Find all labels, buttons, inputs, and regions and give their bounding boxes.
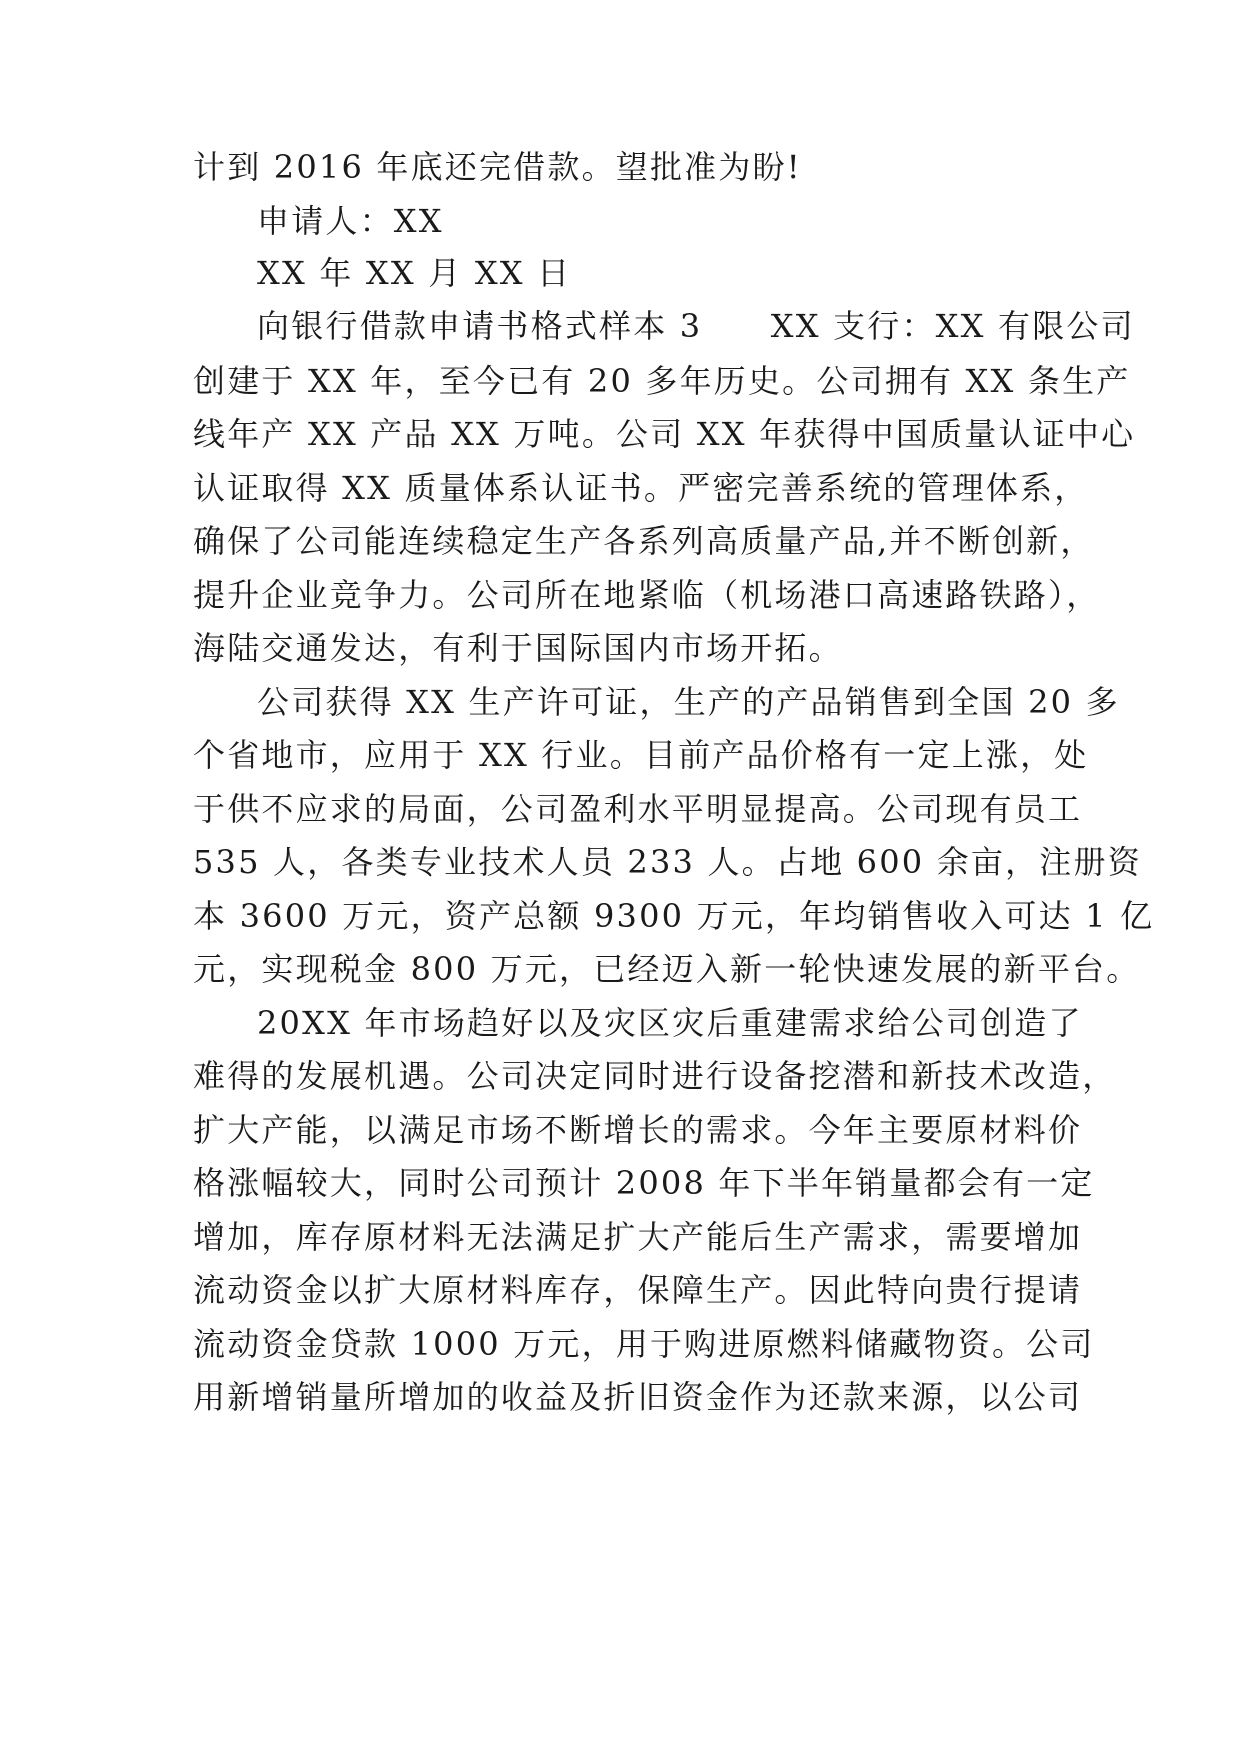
text-line: 流动资金贷款 1000 万元，用于购进原燃料储藏物资。公司 — [193, 1325, 1095, 1363]
text-line: 20XX 年市场趋好以及灾区灾后重建需求给公司创造了 — [257, 1004, 1083, 1042]
text-line: 确保了公司能连续稳定生产各系列高质量产品,并不断创新， — [193, 522, 1095, 560]
text-line: 海陆交通发达，有利于国际国内市场开拓。 — [193, 629, 843, 667]
text-line: 用新增销量所增加的收益及折旧资金作为还款来源，以公司 — [193, 1378, 1083, 1416]
text-line: 难得的发展机遇。公司决定同时进行设备挖潜和新技术改造， — [193, 1057, 1117, 1095]
date-line: XX 年 XX 月 XX 日 — [257, 254, 572, 292]
text-line: 个省地市，应用于 XX 行业。目前产品价格有一定上涨，处 — [193, 736, 1089, 774]
text-line: 535 人，各类专业技术人员 233 人。占地 600 余亩，注册资 — [193, 843, 1142, 881]
text-line: 增加，库存原材料无法满足扩大产能后生产需求，需要增加 — [193, 1218, 1083, 1256]
text-line: 本 3600 万元，资产总额 9300 万元，年均销售收入可达 1 亿 — [193, 897, 1155, 935]
text-line: 于供不应求的局面，公司盈利水平明显提高。公司现有员工 — [193, 790, 1083, 828]
text-line: 公司获得 XX 生产许可证，生产的产品销售到全国 20 多 — [257, 683, 1120, 721]
text-line: 扩大产能，以满足市场不断增长的需求。今年主要原材料价 — [193, 1111, 1083, 1149]
text-line: 计到 2016 年底还完借款。望批准为盼! — [193, 148, 802, 186]
text-line: 格涨幅较大，同时公司预计 2008 年下半年销量都会有一定 — [193, 1164, 1095, 1202]
text-line: 流动资金以扩大原材料库存，保障生产。因此特向贵行提请 — [193, 1271, 1083, 1309]
text-line: 创建于 XX 年，至今已有 20 多年历史。公司拥有 XX 条生产 — [193, 362, 1131, 400]
applicant-line: 申请人：XX — [257, 202, 444, 240]
text-line: 线年产 XX 产品 XX 万吨。公司 XX 年获得中国质量认证中心 — [193, 415, 1136, 453]
text-line: 元，实现税金 800 万元，已经迈入新一轮快速发展的新平台。 — [193, 950, 1141, 988]
text-line: 提升企业竞争力。公司所在地紧临（机场港口高速路铁路）， — [193, 576, 1101, 614]
text-line: 认证取得 XX 质量体系认证书。严密完善系统的管理体系， — [193, 469, 1089, 507]
sample-heading-line: 向银行借款申请书格式样本 3 XX 支行：XX 有限公司 — [257, 307, 1135, 345]
